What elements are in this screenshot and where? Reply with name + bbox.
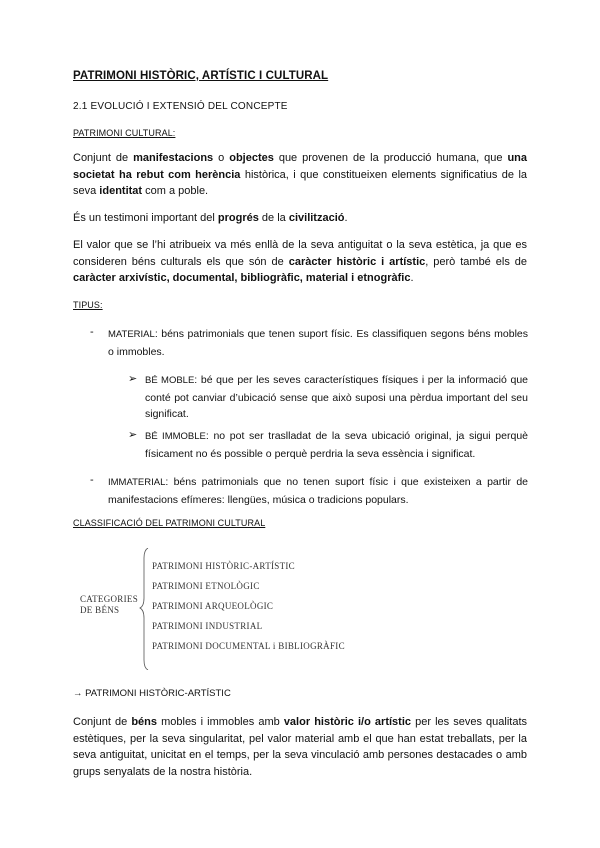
list-item-be-immoble xyxy=(145,428,528,462)
diagram-item: PATRIMONI HISTÒRIC-ARTÍSTIC xyxy=(152,561,295,571)
cultural-heading: PATRIMONI CULTURAL: xyxy=(73,128,176,138)
list-item-be-moble xyxy=(145,372,528,423)
paragraph-definition xyxy=(73,150,527,200)
diagram-item: PATRIMONI DOCUMENTAL i BIBLIOGRÀFIC xyxy=(152,641,345,651)
text-run: . xyxy=(410,272,414,284)
paragraph-historic xyxy=(73,714,527,780)
diagram-root xyxy=(80,594,138,616)
text-run: És un testimoni important del xyxy=(73,212,218,224)
tipus-heading: TIPUS: xyxy=(73,300,103,310)
diagram-root-line: CATEGORIES xyxy=(80,594,139,604)
categories-diagram xyxy=(78,548,378,670)
text-run: per les seves qualitats estètiques, per la seva singularitat, pel valor material amb el que han estat treballats, per la seva antiguitat, unicitat en el temps, per la seva vinculació amb persones destacades o amb grups senyalats de la nostra història. xyxy=(73,716,528,778)
paragraph-valor xyxy=(73,237,527,287)
text-run: que provenen de la producció humana, que xyxy=(273,152,508,164)
bold-run: una societat ha rebut com herència xyxy=(73,152,527,181)
page-title: PATRIMONI HISTÒRIC, ARTÍSTIC I CULTURAL xyxy=(73,70,329,82)
arrow-bullet-icon: ➢ xyxy=(128,373,138,385)
historic-artistic-heading: → PATRIMONI HISTÒRIC-ARTÍSTIC xyxy=(73,688,231,699)
item-text: : bé que per les seves característiques físiques i per la informació que conté pot canviar d’ubicació sense que això suposi una pèrdua important del seu significat. xyxy=(145,374,528,420)
item-label: IMMATERIAL xyxy=(108,477,166,488)
bold-run: objectes xyxy=(229,152,274,164)
brace-shape xyxy=(140,548,148,670)
bold-run: béns xyxy=(131,716,158,728)
item-text: : béns patrimonials que tenen suport físic. Es classifiquen segons béns mobles o immobles. xyxy=(108,328,528,358)
section-subtitle: 2.1 EVOLUCIÓ I EXTENSIÓ DEL CONCEPTE xyxy=(73,101,288,112)
item-text: : béns patrimonials que no tenen suport físic i que existeixen a partir de manifestacions efímeres: llengües, música o tradicions populars. xyxy=(108,476,528,506)
list-item-material xyxy=(108,326,528,360)
text-run: o xyxy=(213,152,230,164)
item-label: BÉ MOBLE xyxy=(145,375,195,386)
text-run: de la xyxy=(258,212,289,224)
bold-run: progrés xyxy=(217,212,259,224)
bold-run: civilització xyxy=(288,212,345,224)
text-run: Conjunt de xyxy=(73,716,132,728)
dash-bullet: - xyxy=(90,326,94,338)
arrow-bullet-icon: ➢ xyxy=(128,429,138,441)
text-run: , però també els de xyxy=(425,255,528,268)
diagram-item: PATRIMONI ARQUEOLÒGIC xyxy=(152,601,274,611)
text-run: El valor que se l’hi atribueix va més enllà de la seva antiguitat o la seva estètica, ja que es consideren béns culturals els que són de xyxy=(73,239,527,268)
diagram-item: PATRIMONI ETNOLÒGIC xyxy=(152,581,260,591)
item-label: MATERIAL xyxy=(108,329,155,340)
dash-bullet: - xyxy=(90,474,94,486)
item-text: : no pot ser traslladat de la seva ubicació original, ja sigui perquè físicament no és possible o perquè perdria la seva essència i significat. xyxy=(145,430,528,460)
diagram-root-line: DE BÉNS xyxy=(80,605,120,615)
bold-run: manifestacions xyxy=(133,152,214,164)
list-item-immaterial xyxy=(108,474,528,508)
bold-run: caràcter arxivístic, documental, bibliogràfic, material i etnogràfic xyxy=(73,272,411,284)
classificacio-heading: CLASSIFICACIÓ DEL PATRIMONI CULTURAL xyxy=(73,518,266,528)
bold-run: valor històric i/o artístic xyxy=(283,716,411,728)
paragraph-testimoni xyxy=(73,210,527,227)
text-run: històrica, i que constitueixen elements significatius de la seva xyxy=(73,168,528,197)
item-label: BÉ IMMOBLE xyxy=(145,431,206,442)
text-run: Conjunt de xyxy=(73,152,134,164)
text-run: com a poble. xyxy=(142,185,209,197)
text-run: mobles i immobles amb xyxy=(157,716,284,728)
diagram-item: PATRIMONI INDUSTRIAL xyxy=(152,621,263,631)
text-run: . xyxy=(344,212,348,224)
bold-run: identitat xyxy=(99,185,143,197)
bold-run: caràcter històric i artístic xyxy=(288,255,426,268)
